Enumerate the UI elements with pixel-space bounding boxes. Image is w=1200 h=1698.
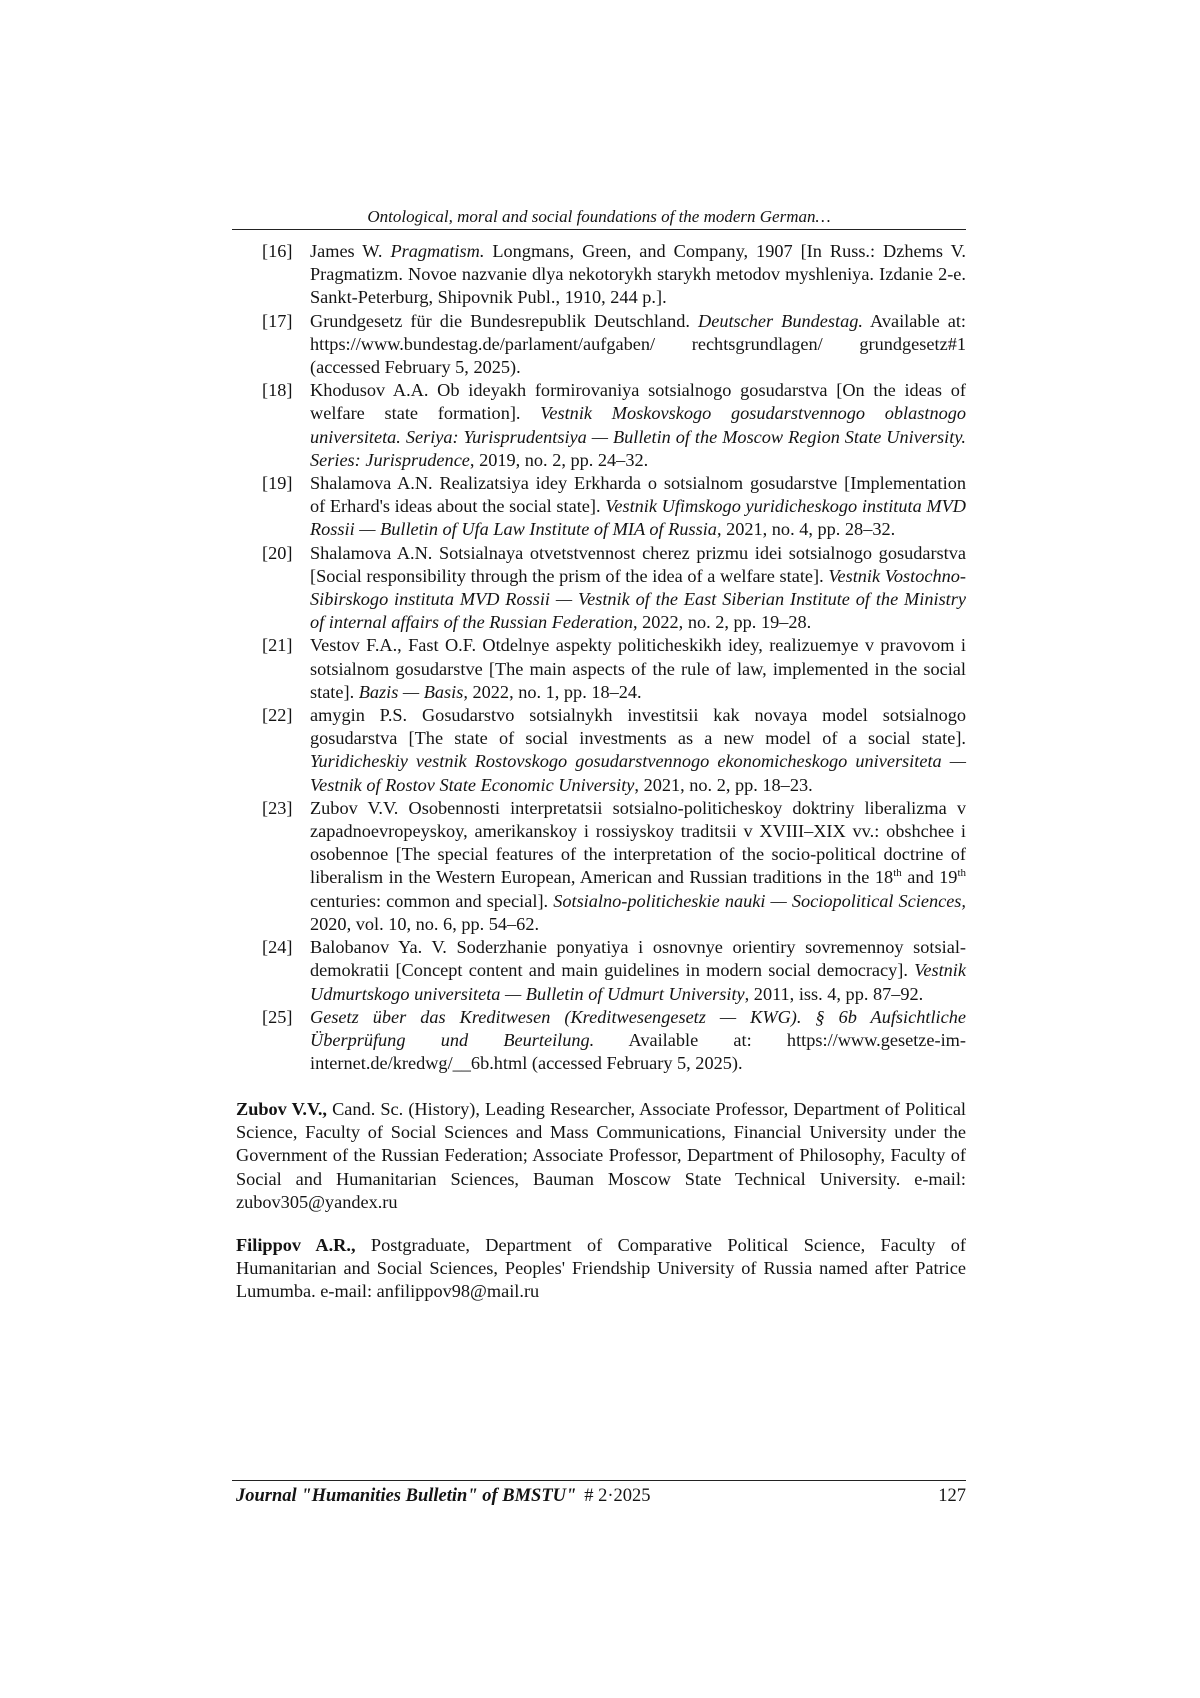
reference-segment: James W.: [310, 241, 391, 261]
page-footer: [236, 1484, 966, 1508]
reference-segment: and 19: [901, 867, 958, 888]
author-name: Zubov V.V.,: [236, 1099, 327, 1119]
reference-text: [310, 542, 966, 635]
author-bio-filippov: [236, 1234, 966, 1304]
header-divider: [232, 229, 966, 230]
reference-item: [262, 472, 966, 542]
author-details: Cand. Sc. (History), Leading Researcher, Associate Professor, Department of Political Science, Faculty of Social Sciences and Mass Communications, Financial University under the Government of the Russian Federation; Associate Professor, Department of Philosophy, Faculty of Social and Humanitarian Sciences, Bauman Moscow State Technical University. e-mail: zubov305@yandex.ru: [236, 1099, 967, 1212]
running-header: Ontological, moral and social foundations of the modern German…: [367, 207, 831, 226]
reference-segment: Available at: https://www.bundestag.de/parlament/aufgaben/ rechtsgrundlagen/ grundgesetz#1 (accessed February 5, 2025).: [310, 310, 967, 378]
reference-segment: , 2022, no. 2, pp. 19–28.: [632, 612, 812, 633]
reference-text: [310, 1006, 966, 1076]
reference-number: [23]: [262, 797, 293, 818]
reference-item: [262, 936, 966, 1006]
reference-segment: Vestov F.A., Fast O.F. Otdelnye aspekty politicheskikh idey, realizuemye v pravovom i sotsialnom gosudarstve [The main aspects of the rule of law, implemented in the social state].: [310, 635, 966, 702]
reference-segment: Zubov V.V. Osobennosti interpretatsii sotsialno-politicheskoy doktriny liberalizma v zapadnoevropeyskoy, amerikanskoy i rossiyskoy traditsii v XVIII–XIX vv.: obshchee i osobennoe [The special features of the interpretation of the socio-political doctrine of liberalism in the Western European, American and Russian traditions in the 18: [310, 797, 966, 888]
reference-number: [19]: [262, 473, 293, 494]
reference-item: [262, 634, 966, 704]
reference-text: [310, 936, 966, 1006]
reference-segment: 2022, no. 1, pp. 18–24.: [467, 681, 642, 702]
journal-title: Journal "Humanities Bulletin" of BMSTU": [236, 1486, 577, 1506]
reference-text: [310, 472, 966, 542]
reference-number: [22]: [262, 705, 293, 726]
reference-segment: Shalamova A.N. Realizatsiya idey Erkharda o sotsialnom gosudarstve [Implementation of Erhard's ideas about the social state].: [310, 473, 966, 517]
reference-item: [262, 1006, 966, 1076]
reference-italic-segment: Vestnik Ufimskogo yuridicheskogo instituta MVD Rossii — Bulletin of Ufa Law Institute of MIA of Russia: [310, 496, 966, 540]
reference-italic-segment: Gesetz über das Kreditwesen (Kreditwesengesetz — KWG). § 6b Aufsichtliche Überprüfung und Beurteilung.: [310, 1006, 966, 1050]
reference-item: [262, 542, 966, 635]
reference-item: [262, 240, 966, 310]
reference-segment: th: [893, 867, 902, 880]
reference-italic-segment: Sotsialno-politicheskie nauki — Sociopolitical Sciences,: [553, 890, 966, 911]
reference-segment: Balobanov Ya. V. Soderzhanie ponyatiya i osnovnye orientiry sovremennoy sotsial-demokratii [Concept content and main guidelines in modern social democracy].: [310, 937, 966, 981]
reference-segment: Shalamova A.N. Sotsialnaya otvetstvennost cherez prizmu idei sotsialnogo gosudarstva [Social responsibility through the prism of the idea of a welfare state].: [310, 542, 966, 586]
reference-number: [17]: [262, 310, 293, 331]
author-details: Postgraduate, Department of Comparative Political Science, Faculty of Humanitarian and Social Sciences, Peoples' Friendship University of Russia named after Patrice Lumumba. e-mail: anfilippov98@mail.ru: [236, 1235, 966, 1302]
reference-list: [262, 240, 966, 1075]
reference-italic-segment: Deutscher Bundestag.: [698, 310, 863, 331]
reference-number: [24]: [262, 937, 293, 958]
reference-text: [310, 379, 966, 472]
reference-number: [18]: [262, 380, 293, 401]
author-name: Filippov A.R.,: [236, 1235, 356, 1255]
reference-segment: , 2021, no. 4, pp. 28–32.: [716, 519, 896, 540]
reference-segment: 2020, vol. 10, no. 6, pp. 54–62.: [310, 913, 540, 934]
reference-number: [16]: [262, 241, 293, 261]
reference-segment: Available at: https://www.gesetze-im-internet.de/kredwg/__6b.html (accessed February 5, 2025).: [310, 1029, 966, 1074]
reference-italic-segment: Vestnik Vostochno-Sibirskogo instituta MVD Rossii — Vestnik of the East Siberian Institute of the Ministry of internal affairs of the Russian Federation: [310, 565, 967, 633]
reference-segment: Grundgesetz für die Bundesrepublik Deutschland.: [310, 310, 698, 331]
footer-divider: [232, 1480, 966, 1481]
reference-item: [262, 310, 966, 380]
reference-item: [262, 704, 966, 797]
reference-italic-segment: Vestnik Moskovskogo gosudarstvennogo oblastnogo universiteta. Seriya: Yurisprudentsiya — Bulletin of the Moscow Region State University. Series: Jurisprudence: [310, 403, 967, 470]
reference-item: [262, 379, 966, 472]
reference-segment: , 2019, no. 2, pp. 24–32.: [469, 449, 649, 470]
reference-text: [310, 240, 966, 310]
reference-segment: th: [957, 867, 966, 880]
reference-segment: centuries: common and special].: [310, 890, 554, 911]
reference-text: [310, 797, 966, 936]
reference-item: [262, 797, 966, 936]
reference-text: [310, 634, 966, 704]
reference-italic-segment: Yuridicheskiy vestnik Rostovskogo gosudarstvennogo ekonomicheskogo universiteta — Vestnik of Rostov State Economic University: [310, 751, 966, 795]
reference-text: [310, 704, 966, 797]
reference-italic-segment: Bazis — Basis,: [358, 681, 468, 702]
reference-segment: , 2021, no. 2, pp. 18–23.: [634, 774, 813, 795]
reference-segment: , 2011, iss. 4, pp. 87–92.: [744, 983, 924, 1004]
author-bio-zubov: [236, 1098, 966, 1214]
reference-number: [21]: [262, 635, 293, 656]
reference-number: [20]: [262, 542, 293, 563]
issue-number: # 2·2025: [584, 1486, 651, 1506]
reference-segment: Khodusov A.A. Ob ideyakh formirovaniya sotsialnogo gosudarstva [On the ideas of welfare state formation].: [310, 380, 966, 424]
page-number: 127: [938, 1486, 966, 1506]
reference-text: [310, 310, 966, 380]
reference-segment: Longmans, Green, and Company, 1907 [In Russ.: Dzhems V. Pragmatizm. Novoe nazvanie dlya nekotorykh starykh metodov myshleniya. Izdanie 2-e. Sankt-Peterburg, Shipovnik Publ., 1910, 244 p.].: [310, 241, 967, 308]
reference-italic-segment: Vestnik Udmurtskogo universiteta — Bulletin of Udmurt University: [310, 960, 966, 1004]
reference-italic-segment: Pragmatism.: [390, 241, 485, 261]
reference-segment: amygin P.S. Gosudarstvo sotsialnykh investitsii kak novaya model sotsialnogo gosudarstva [The state of social investments as a new model of a social state].: [310, 705, 966, 749]
reference-number: [25]: [262, 1006, 293, 1027]
